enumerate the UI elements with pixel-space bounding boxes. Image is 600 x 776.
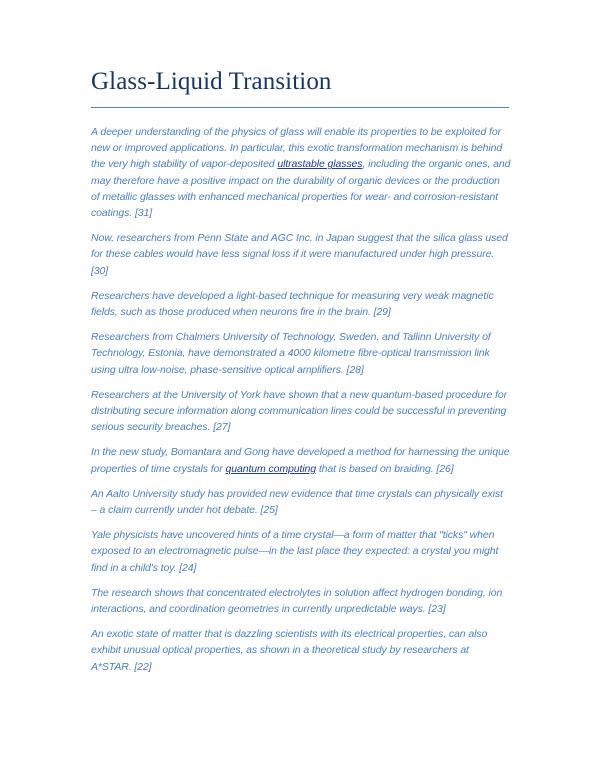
paragraph-quantum-security: Researchers at the University of York have shown that a new quantum-based procedure for distributing secure information along communication lines could be successful in preventing serious security breaches. [27] [91,388,508,434]
ultrastable-glasses-link[interactable]: ultrastable glasses [277,158,363,171]
title-divider [91,107,509,108]
paragraph-fibre-optical-link: Researchers from Chalmers University of Technology, Sweden, and Tallinn University of Technology, Estonia, have demonstrated a 4000 kilometre fibre-optical transmission link using ultra low-noise, phase-sensitive optical amplifiers. [28] [91,331,491,376]
paragraph-exotic-state: An exotic state of matter that is dazzling scientists with its electrical properties, can also exhibit unusual optical properties, as shown in a theoretical study by researchers at A*STAR. [22] [91,628,488,673]
document-title: Glass-Liquid Transition [91,68,332,95]
paragraph-text: , including the organic ones, and may therefore have a positive impact on the durability of organic devices or the production of metallic glasses with enhanced mechanical properties for wear- and corrosion-resistant coatings. [31] [91,158,511,220]
paragraph-aalto-study: An Aalto University study has provided new evidence that time crystals can physically exist – a claim currently under hot debate. [25] [91,487,503,517]
paragraph-electrolytes: The research shows that concentrated electrolytes in solution affect hydrogen bonding, ion interactions, and coordination geometries in currently unpredictable ways. [23] [91,586,503,616]
paragraph-yale-time-crystal: Yale physicists have uncovered hints of a time crystal—a form of matter that "ticks" when exposed to an electromagnetic pulse—in the last place they expected: a crystal you might find in a child's toy. [24] [91,529,499,574]
paragraph-text: that is based on braiding. [26] [316,462,454,475]
paragraph-time-crystals-braiding [91,444,511,476]
paragraph-magnetic-fields: Researchers have developed a light-based technique for measuring very weak magnetic fields, such as those produced when neurons fire in the brain. [29] [91,289,494,319]
paragraph-text: In the new study, Bomantara and Gong have developed a method for harnessing the unique properties of time crystals for [91,446,510,475]
paragraph-silica-glass: Now, researchers from Penn State and AGC Inc. in Japan suggest that the silica glass used for these cables would have less signal loss if it were manufactured under high pressure. [30] [91,232,508,277]
quantum-computing-link[interactable]: quantum computing [225,462,317,475]
document-body [91,124,511,684]
paragraph-ultrastable-glasses [91,124,511,221]
paragraph-text: A deeper understanding of the physics of glass will enable its properties to be exploited for new or improved applications. In particular, this exotic transformation mechanism is behind the very high stability of vapor-deposited [91,126,503,171]
